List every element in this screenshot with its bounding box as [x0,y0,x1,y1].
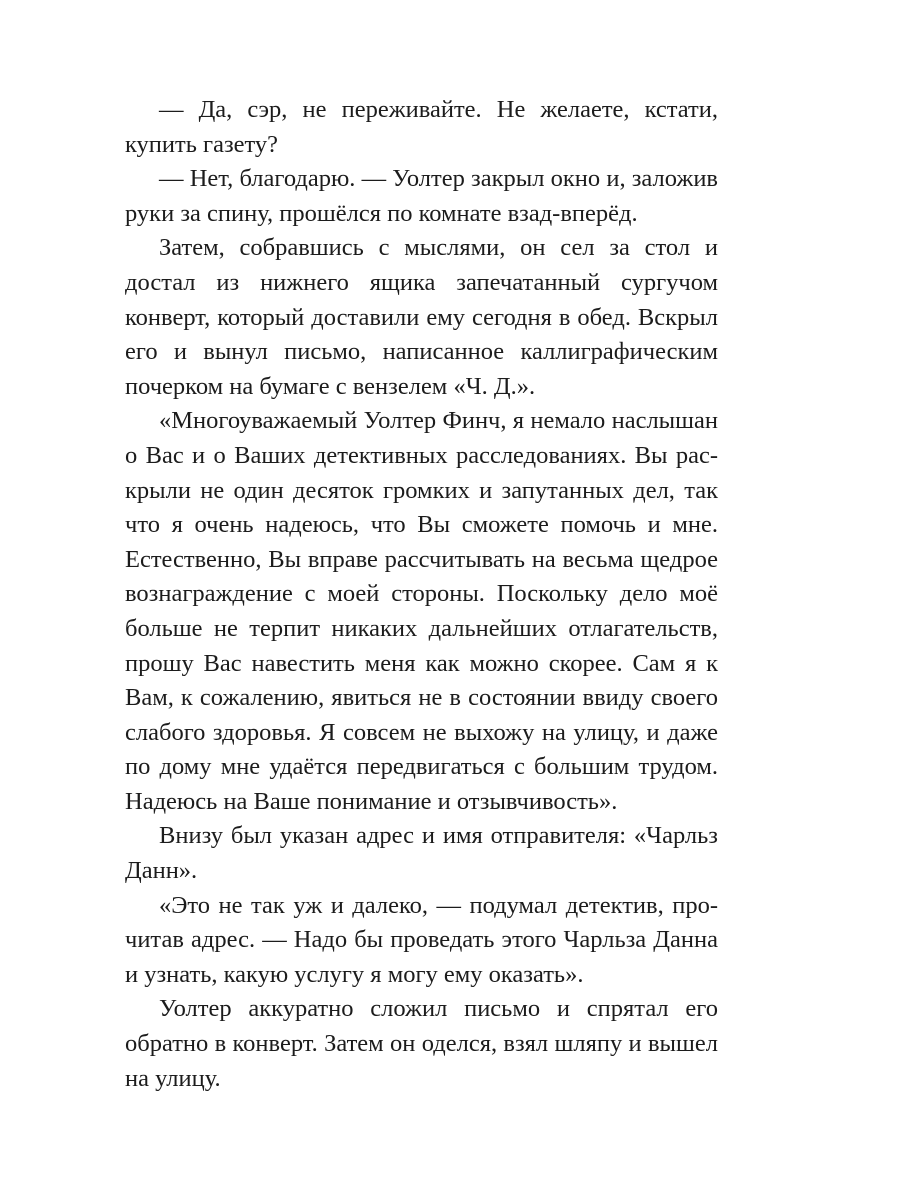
paragraph-7: Уолтер аккуратно сложил письмо и спрятал его обратно в конверт. Затем он оделся, взял шляпу и вышел на улицу. [125,995,718,1092]
paragraph-6: «Это не так уж и далеко, — подумал детектив, прочитав адрес. — Надо бы проведать этого Чарльза Данна и узнать, какую услугу я могу ему оказать». [125,891,718,988]
paragraph-2: — Нет, благодарю. — Уолтер закрыл окно и, заложив руки за спину, прошёлся по комнате взад-вперёд. [125,165,718,227]
paragraph-5: Внизу был указан адрес и имя отправителя: «Чарльз Данн». [125,822,718,885]
paragraph-1: — Да, сэр, не переживайте. Не желаете, кстати, купить газету? [125,96,718,158]
paragraph-4-letter: «Многоуважаемый Уолтер Финч, я немало наслышан о Вас и о Ваших детективных расследованиях. Вы раскрыли не один десяток громких и запутанных дел, так что я очень надеюсь, что Вы сможете помочь и мне. Естественно, Вы вправе рассчитывать на весьма щедрое вознаграждение с моей стороны. Поскольку дело моё больше не терпит никаких дальнейших отлагательств, прошу Вас навестить меня как можно скорее. Сам я к Вам, к сожалению, явиться не в состоянии ввиду своего слабого здоровья. Я совсем не выхожу на улицу, и даже по дому мне удаётся передвигаться с большим трудом. Надеюсь на Ваше понимание и отзывчивость». [125,407,718,815]
body-text [125,93,718,1096]
paragraph-3: Затем, собравшись с мыслями, он сел за стол и достал из нижнего ящика запечатанный сургучом конверт, который доставили ему сегодня в обед. Вскрыл его и вынул письмо, написанное каллиграфическим почерком на бумаге с вензелем «Ч. Д.». [125,234,718,400]
